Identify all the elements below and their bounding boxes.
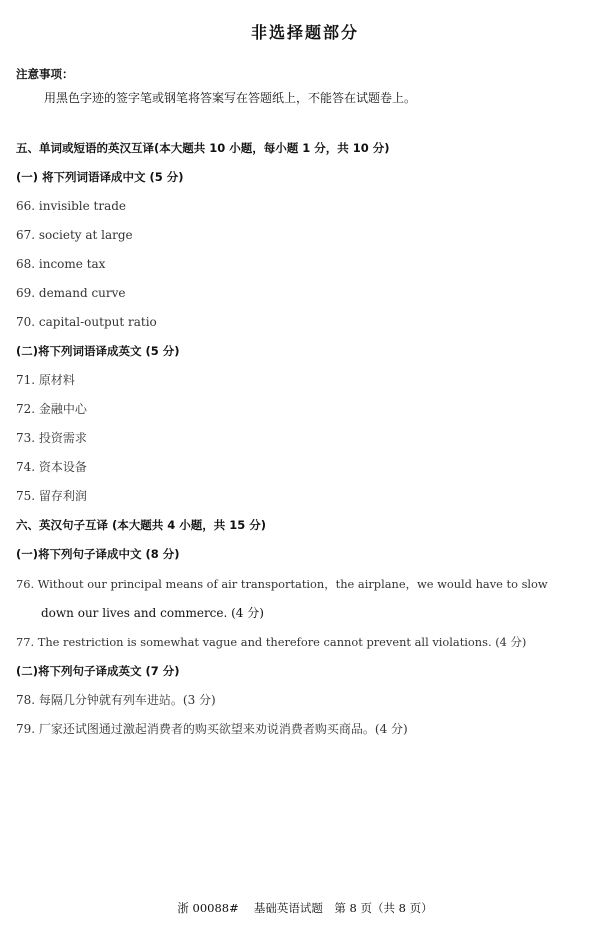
- question-67: 67. society at large: [16, 228, 133, 242]
- notice-heading: 注意事项：: [16, 67, 74, 81]
- page-title: 非选择题部分: [250, 23, 359, 42]
- notice-text: 用黑色字迹的签字笔或钢笔将答案写在答题纸上，不能答在试题卷上。: [44, 91, 417, 105]
- question-68: 68. income tax: [16, 257, 106, 271]
- question-71: 71. 原材料: [16, 373, 75, 387]
- question-77: 77. The restriction is somewhat vague and therefore cannot prevent all violations. (4 分): [16, 635, 527, 649]
- question-78: 78. 每隔几分钟就有列车进站。(3 分): [16, 693, 216, 707]
- section5-part1-heading: (一) 将下列词语译成中文 (5 分): [16, 170, 184, 184]
- question-70: 70. capital-output ratio: [16, 315, 157, 329]
- section5-part2-heading: (二)将下列词语译成英文 (5 分): [16, 344, 180, 358]
- question-69: 69. demand curve: [16, 286, 126, 300]
- question-76-line2: down our lives and commerce. (4 分): [41, 606, 264, 620]
- section6-part2-heading: (二)将下列句子译成英文 (7 分): [16, 664, 180, 678]
- question-66: 66. invisible trade: [16, 199, 127, 213]
- question-73: 73. 投资需求: [16, 431, 87, 445]
- question-74: 74. 资本设备: [16, 460, 87, 474]
- section5-heading: 五、单词或短语的英汉互译(本大题共 10 小题，每小题 1 分，共 10 分): [16, 141, 390, 155]
- question-72: 72. 金融中心: [16, 402, 87, 416]
- section6-part1-heading: (一)将下列句子译成中文 (8 分): [16, 547, 180, 561]
- page-footer: 浙 00088# 基础英语试题 第 8 页（共 8 页）: [177, 901, 433, 915]
- question-76-line1: 76. Without our principal means of air transportation，the airplane，we would have to slow: [16, 577, 548, 591]
- question-75: 75. 留存利润: [16, 489, 87, 503]
- section6-heading: 六、英汉句子互译 (本大题共 4 小题，共 15 分): [16, 518, 267, 532]
- question-79: 79. 厂家还试图通过激起消费者的购买欲望来劝说消费者购买商品。(4 分): [16, 722, 408, 736]
